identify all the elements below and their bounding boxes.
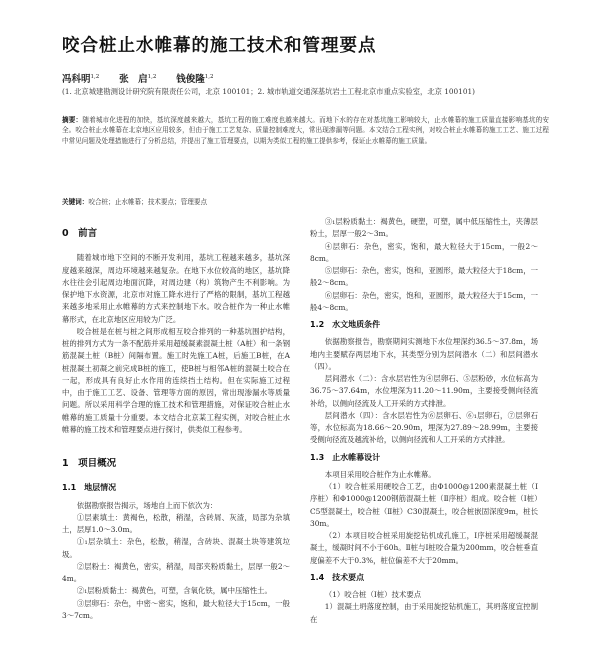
author-line (62, 71, 214, 85)
subsection-heading-1-3: 1.3 止水帷幕设计 (310, 452, 381, 462)
author-sup: 1,2 (90, 73, 100, 80)
subsection-heading-1-4: 1.4 技术要点 (310, 572, 365, 582)
abstract-text: 随着城市化进程的加快，基坑深度越来越大，基坑工程的施工难度也越来越大。而地下水的存在对基坑施工影响较大，止水帷幕的施工质量直接影响基坑的安全。咬合桩止水帷幕在北京地区应用较多，但由于施工工艺复杂、质量控制难度大，常出现渗漏等问题。本文结合工程实例，对咬合桩止水帷幕的施工工艺、施工过程中常见问题及处理措施进行了分析总结，并提出了施工管理要点，以期为类似工程的施工提供参考，保证止水帷幕的施工质量。 (62, 116, 550, 145)
section-heading-1: 1 项目概况 (62, 458, 117, 469)
list-item: ③₁层粉质黏土：褐黄色，硬塑，可塑，属中低压缩性土，夹薄层粉土，层厚一般2～3m。 (310, 217, 538, 239)
abstract (62, 115, 549, 146)
author-sup: 1,2 (147, 73, 157, 80)
author-name: 张 启 (119, 74, 148, 85)
list-item: ①层素填土：黄褐色，松散，稍湿，含砖屑、灰渣，局部为杂填土，层厚1.0～3.0m。 (62, 512, 290, 534)
section-heading-intro: 0 前言 (62, 228, 98, 239)
list-item: ⑥层卵石：杂色，密实，饱和，亚圆形，最大粒径大于15cm，一般4～8cm。 (310, 290, 538, 312)
right-column (310, 216, 538, 626)
list-item: ①₁层杂填土：杂色，松散，稍湿，含砖块、混凝土块等建筑垃圾。 (62, 537, 290, 559)
body-paragraph: 层间潜水（四）：含水层岩性为⑥层卵石、⑥₁层卵石，⑦层卵石等，水位标高为18.66～20.90m，埋深为27.89～28.99m，主要接受侧向径流及越流补给，以侧向径流和人工开采的方式排泄。 (310, 410, 538, 445)
article-title: 咬合桩止水帷幕的施工技术和管理要点 (62, 36, 377, 56)
list-item: （2）本项目咬合桩采用旋挖钻机成孔施工，I序桩采用超缓凝混凝土，缓凝时间不小于60h。Ⅱ桩与Ⅰ桩咬合量为200mm，咬合桩垂直度偏差不大于0.3%，桩位偏差不大于20mm。 (310, 531, 538, 565)
author-name: 钱俊隆 (176, 74, 205, 85)
abstract-label: 摘要： (62, 116, 83, 124)
list-item: ③层卵石：杂色，中密～密实，饱和，最大粒径大于15cm，一般3～7cm。 (62, 598, 290, 620)
list-item: （1）咬合桩采用硬咬合工艺，由Φ1000@1200素混凝土桩（I序桩）和Φ1000@1200钢筋混凝土桩（Ⅱ序桩）组成。咬合桩（I桩）C5型混凝土，咬合桩（Ⅱ桩）C30混凝土，咬合桩嵌固深度9m，桩长30m。 (310, 482, 538, 528)
body-paragraph: 层间潜水（二）：含水层岩性为④层卵石、⑤层粉砂，水位标高为36.75～37.64m，水位埋深为11.20～11.90m，主要接受侧向径流补给，以侧向径流及人工开采的方式排泄。 (310, 374, 538, 408)
affiliation: (1. 北京城建勘测设计研究院有限责任公司，北京 100101；2. 城市轨道交通深基坑岩土工程北京市重点实验室，北京 100101) (62, 87, 475, 96)
keywords (62, 196, 549, 206)
body-paragraph: 随着城市地下空间的不断开发利用，基坑工程越来越多，基坑深度越来越深，周边环境越来越复杂。在地下水位较高的地区，基坑降水往往会引起周边地面沉降，对周边建（构）筑物产生不利影响。为保护地下水资源，北京市对施工降水进行了严格的限制，基坑工程越来越多地采用止水帷幕的方式来控制地下水。咬合桩作为一种止水帷幕形式，在北京地区应用较为广泛。 (62, 253, 290, 324)
author-sup: 1,2 (204, 73, 214, 80)
body-paragraph: 依据勘察报告，勘察期间实测地下水位埋深约36.5～37.8m，场地内主要赋存两层地下水，其类型分别为层间潜水（二）和层间潜水（四）。 (310, 337, 538, 371)
body-paragraph: 本项目采用咬合桩作为止水帷幕。 (324, 469, 436, 479)
author-name: 冯科明 (62, 74, 91, 85)
list-item: ⑤层卵石：杂色，密实，饱和，亚圆形，最大粒径大于18cm，一般2～8cm。 (310, 266, 538, 288)
body-paragraph: 依据勘察报告揭示，场地自上而下依次为： (76, 500, 218, 510)
list-item: （1）咬合桩（I桩）技术要点 (324, 590, 422, 599)
list-item: ②层粉土：褐黄色，密实，稍湿，局部夹粉质黏土，层厚一般2～4m。 (62, 561, 290, 583)
subsection-heading-1-2: 1.2 水文地质条件 (310, 320, 381, 329)
list-item: ②₁层粉质黏土：褐黄色，可塑，含氧化铁，属中压缩性土。 (76, 586, 272, 596)
left-column (62, 216, 290, 622)
keywords-label: 关键词： (62, 198, 89, 206)
list-item: 1）混凝土坍落度控制，由于采用旋挖钻机施工，其坍落度宜控制在 (310, 602, 538, 624)
keywords-text: 咬合桩；止水帷幕；技术要点；管理要点 (88, 198, 208, 206)
body-paragraph: 咬合桩是在桩与桩之间形成相互咬合排列的一种基坑围护结构，桩的排列方式为一条不配筋并采用超缓凝素混凝土桩（A桩）和一条钢筋混凝土桩（B桩）间隔布置。施工时先施工A桩，后施工B桩，在A桩混凝土初凝之前完成B桩的施工，使B桩与相邻A桩的混凝土咬合在一起，形成具有良好止水作用的连续挡土结构。但在实际施工过程中，由于施工工艺、设备、管理等方面的原因，常出现渗漏水等质量问题。所以采用科学合理的施工技术和管理措施，对保证咬合桩止水帷幕的施工质量十分重要。本文结合北京某工程实例，对咬合桩止水帷幕的施工技术和管理要点进行探讨，供类似工程参考。 (62, 326, 290, 434)
subsection-heading-1-1: 1.1 地层情况 (62, 483, 117, 493)
list-item: ④层卵石：杂色，密实，饱和，最大粒径大于15cm，一般2～8cm。 (310, 241, 538, 263)
